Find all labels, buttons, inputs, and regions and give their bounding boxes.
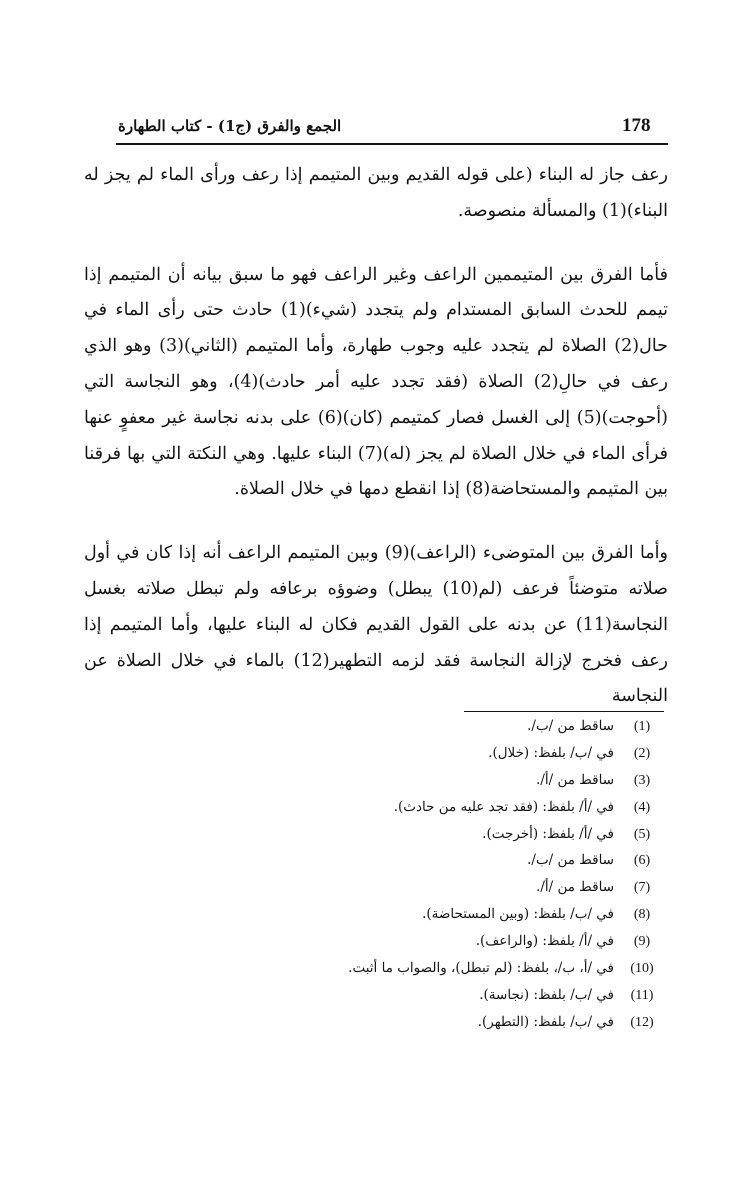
paragraph: وأما الفرق بين المتوضىء (الراعف)(9) وبين المتيمم الراعف أنه إذا كان في أول صلاته متوضئاً فرعف (لم(10) يبطل) وضوؤه برعافه ولم تبطل صلاته بغسل النجاسة(11) عن بدنه على القول القديم فكان له البناء عليها، وأما المتيمم إذا رعف فخرج لإزالة النجاسة فقد لزمه التطهير(12) بالماء في خلال الصلاة عن النجاسة <box>84 543 669 707</box>
footnote-separator <box>464 711 664 712</box>
header-rule <box>116 143 668 145</box>
running-title: الجمع والفرق (ج1) - كتاب الطهارة <box>118 117 342 135</box>
footnote-number: (2) <box>633 745 651 761</box>
page-number: 178 <box>622 115 651 136</box>
footnote-item <box>90 933 662 960</box>
footnote-text: في /أ، ب/، بلفظ: (لم تبطل)، والصواب ما أثبت. <box>348 960 614 977</box>
footnote-text: ساقط من /أ/. <box>536 771 614 788</box>
footnote-item <box>90 1014 662 1041</box>
footnote-number: (6) <box>633 853 651 869</box>
footnote-number: (11) <box>630 987 654 1003</box>
footnote-number: (8) <box>633 907 651 923</box>
body-text <box>84 158 668 715</box>
footnote-text: في /ب/ بلفظ: (خلال). <box>488 744 614 761</box>
footnote-item <box>90 960 662 987</box>
footnote-number: (5) <box>633 826 651 842</box>
footnote-item <box>90 745 662 772</box>
footnote-number: (10) <box>630 961 654 977</box>
footnote-number: (9) <box>633 934 651 950</box>
footnote-item <box>90 987 662 1014</box>
paragraph: رعف جاز له البناء (على قوله القديم وبين المتيمم إذا رعف ورأى الماء لم يجز له البناء)(1) والمسألة منصوصة. <box>84 165 668 221</box>
footnote-item <box>90 772 662 799</box>
footnote-number: (1) <box>633 719 651 734</box>
footnote-item <box>90 799 662 826</box>
paragraph: فأما الفرق بين المتيممين الراعف وغير الراعف فهو ما سبق بيانه أن المتيمم إذا تيمم للحدث السابق المستدام ولم يتجدد (شيء)(1) حادث حتى رأى الماء في حال(2) الصلاة لم يتجدد عليه وجوب طهارة، وأما المتيمم (الثاني)(3) وهو الذي رعف في حالِ(2) الصلاة (فقد تجدد عليه أمر حادث)(4)، وهو النجاسة التي (أحوجت)(5) إلى الغسل فصار كمتيمم (كان)(6) على بدنه نجاسة غير معفوٍ عنها فرأى الماء في خلال الصلاة لم يجز (له)(7) البناء عليها. وهي النكتة التي بها فرقنا بين المتيمم والمستحاضة(8) إذا انقطع دمها في خلال الصلاة. <box>84 264 669 500</box>
footnote-item <box>90 852 662 879</box>
footnote-text: في /ب/ بلفظ: (نجاسة). <box>479 986 614 1003</box>
footnote-text: ساقط من /ب/. <box>527 852 614 869</box>
footnote-item <box>90 906 662 933</box>
footnote-text: في /ب/ بلفظ: (وبين المستحاضة). <box>422 906 614 923</box>
footnote-item <box>90 826 662 853</box>
footnote-text: في /أ/ بلفظ: (أخرجت). <box>482 825 614 842</box>
footnote-text: في /أ/ بلفظ: (فقد تجد عليه من حادث). <box>393 798 614 815</box>
footnote-number: (7) <box>633 880 651 896</box>
footnote-number: (3) <box>633 772 651 788</box>
footnote-text: في /أ/ بلفظ: (والراعف). <box>475 933 614 950</box>
footnote-text: ساقط من /أ/. <box>536 879 614 896</box>
footnote-number: (12) <box>630 1014 654 1030</box>
footnote-item <box>90 879 662 906</box>
footnote-text: ساقط من /ب/. <box>527 718 614 734</box>
footnote-item <box>90 718 662 745</box>
footnote-text: في /ب/ بلفظ: (التطهر). <box>477 1013 614 1030</box>
footnotes-list <box>90 718 662 1041</box>
footnote-number: (4) <box>633 799 651 815</box>
